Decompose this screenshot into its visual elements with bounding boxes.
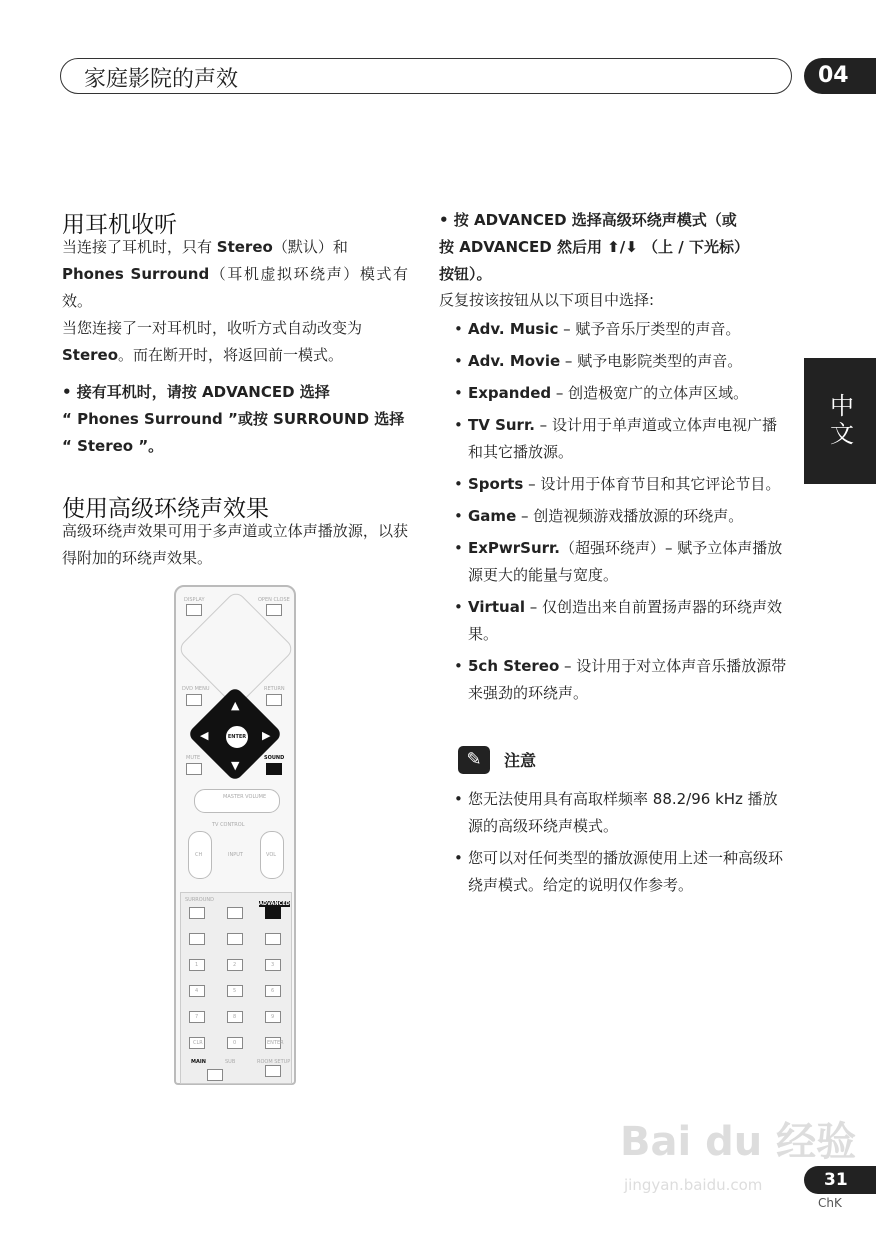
language-tab-label: 中文 [825,393,854,449]
headphones-paragraph-1 [62,234,408,315]
mode-name: Adv. Music [468,320,559,338]
remote-key [227,933,243,945]
remote-label: 7 [195,1014,199,1020]
text: 当您连接了一对耳机时，收听方式自动改变为 [62,319,363,337]
note-list [454,786,790,904]
remote-label: 6 [271,988,275,994]
remote-label: MUTE [186,755,201,761]
mode-name: 5ch Stereo [468,657,560,675]
modes-intro: 反复按该按钮从以下项目中选择: [439,291,655,309]
remote-label: OPEN CLOSE [258,597,290,603]
remote-key [265,933,281,945]
remote-label: ROOM SETUP [257,1059,291,1065]
text: 当连接了耳机时，只有 [62,238,217,256]
digit-key [265,959,281,971]
list-item [454,380,790,407]
list-item [454,503,790,530]
digit-key [189,959,205,971]
mode-name: ExPwrSurr. [468,539,561,557]
digit-key [189,985,205,997]
text-bold: Phones Surround [62,265,210,283]
instruction-line: 按 ADVANCED 然后用 ⬆/⬇ （上 / 下光标） [439,238,749,256]
down-arrow-icon: ▼ [231,759,240,772]
headphones-instruction [62,379,412,460]
list-item: • 您可以对任何类型的播放源使用上述一种高级环绕声模式。给定的说明仅作参考。 [454,845,790,899]
watermark-logo: Bai du 经验 [620,1119,857,1165]
instruction-line: 按钮）。 [439,265,492,283]
remote-key [189,907,205,919]
list-item [454,653,790,707]
language-tab [804,358,876,484]
text-bold: Stereo [216,238,273,256]
mode-desc: – 设计用于对立体声音乐播放源带来强劲的环绕声。 [468,657,787,702]
remote-label: CLR [193,1040,203,1046]
mode-desc: – 赋予音乐厅类型的声音。 [558,320,741,338]
remote-label: ENTER [267,1040,284,1046]
mode-list [454,316,790,712]
note-title: 注意 [504,751,537,770]
main-sub-switch [207,1069,223,1081]
list-item [454,316,790,343]
remote-key [189,933,205,945]
digit-key [189,1011,205,1023]
mode-name: TV Surr. [468,416,535,434]
mode-desc: – 创造视频游戏播放源的环绕声。 [516,507,744,525]
remote-key [227,907,243,919]
list-item [454,412,790,466]
digit-key [227,985,243,997]
mode-desc: – 赋予电影院类型的声音。 [560,352,743,370]
left-arrow-icon: ◀ [200,729,209,742]
remote-label: 2 [233,962,237,968]
remote-label: 4 [195,988,199,994]
page-title: 家庭影院的声效 [84,67,239,92]
remote-label: 3 [271,962,275,968]
remote-label: INPUT [228,852,243,858]
advanced-instruction [439,207,789,288]
chapter-number: 04 [804,58,876,94]
note-pencil-icon: ✎ [458,746,490,774]
mute-button [186,763,202,775]
text: （默认）和 [272,238,348,256]
watermark-url: jingyan.baidu.com [624,1176,763,1194]
remote-label: 0 [233,1040,237,1046]
mode-name: Sports [468,475,524,493]
text: （耳机虚拟环绕声）模式有效。 [62,265,408,310]
list-item [454,348,790,375]
channel-rocker [188,831,212,879]
list-item [454,535,790,589]
list-item [454,471,790,498]
remote-label: TV CONTROL [212,822,245,828]
enter-button: ENTER [224,724,250,750]
remote-label: RETURN [264,686,285,692]
up-arrow-icon: ▲ [231,699,240,712]
remote-label: VOL [266,852,277,858]
mode-desc: – 设计用于体育节目和其它评论节目。 [523,475,781,493]
remote-control-illustration [174,585,296,1085]
remote-label: SUB [225,1059,236,1065]
master-volume-bar [194,789,280,813]
mode-name: Adv. Movie [468,352,561,370]
mode-desc: – 创造极宽广的立体声区域。 [551,384,749,402]
sound-button [266,763,282,775]
mode-desc: （超强环绕声）– 赋予立体声播放源更大的能量与宽度。 [468,539,783,584]
return-button [266,694,282,706]
remote-label: 5 [233,988,237,994]
room-setup-button [265,1065,281,1077]
instruction-line: “ Phones Surround ”或按 SURROUND 选择 [62,410,405,428]
display-button [186,604,202,616]
remote-label: DISPLAY [184,597,205,603]
list-item: • 您无法使用具有高取样频率 88.2/96 kHz 播放源的高级环绕声模式。 [454,786,790,840]
digit-key [265,1011,281,1023]
instruction-line: • 按 ADVANCED 选择高级环绕声模式（或 [439,211,737,229]
digit-key [227,1037,243,1049]
instruction-line: “ Stereo ”。 [62,437,164,455]
remote-label: 8 [233,1014,237,1020]
dvd-menu-button [186,694,202,706]
remote-label: ADVANCED [259,901,290,907]
open-close-button [266,604,282,616]
enter-key [265,1037,284,1049]
mode-desc: – 仅创造出来自前置扬声器的环绕声效果。 [468,598,783,643]
remote-lower-panel [180,892,292,1084]
section-heading-headphones: 用耳机收听 [62,212,177,238]
mode-desc: – 设计用于单声道或立体声电视广播和其它播放源。 [468,416,777,461]
text: 。而在断开时，将返回前一模式。 [118,346,344,364]
remote-label: 9 [271,1014,275,1020]
digit-key [227,1011,243,1023]
clear-key [189,1037,205,1049]
remote-label: SURROUND [185,897,214,903]
remote-label: MAIN [191,1059,206,1065]
remote-label: CH [195,852,203,858]
volume-rocker [260,831,284,879]
remote-label: DVD MENU [182,686,210,692]
digit-key [265,985,281,997]
mode-name: Expanded [468,384,552,402]
remote-label: MASTER VOLUME [223,794,267,800]
mode-name: Virtual [468,598,525,616]
language-code: ChK [818,1196,842,1210]
mode-name: Game [468,507,517,525]
text-bold: Stereo [62,346,119,364]
advanced-paragraph: 高级环绕声效果可用于多声道或立体声播放源，以获得附加的环绕声效果。 [62,522,408,567]
list-item [454,594,790,648]
remote-label: 1 [195,962,199,968]
page-number: 31 [804,1166,876,1194]
digit-key [227,959,243,971]
remote-label: SOUND [264,755,285,761]
advanced-button [265,907,281,919]
section-heading-advanced: 使用高级环绕声效果 [62,496,269,522]
headphones-paragraph-2 [62,315,408,369]
instruction-line: • 接有耳机时，请按 ADVANCED 选择 [62,383,330,401]
right-arrow-icon: ▶ [262,729,271,742]
